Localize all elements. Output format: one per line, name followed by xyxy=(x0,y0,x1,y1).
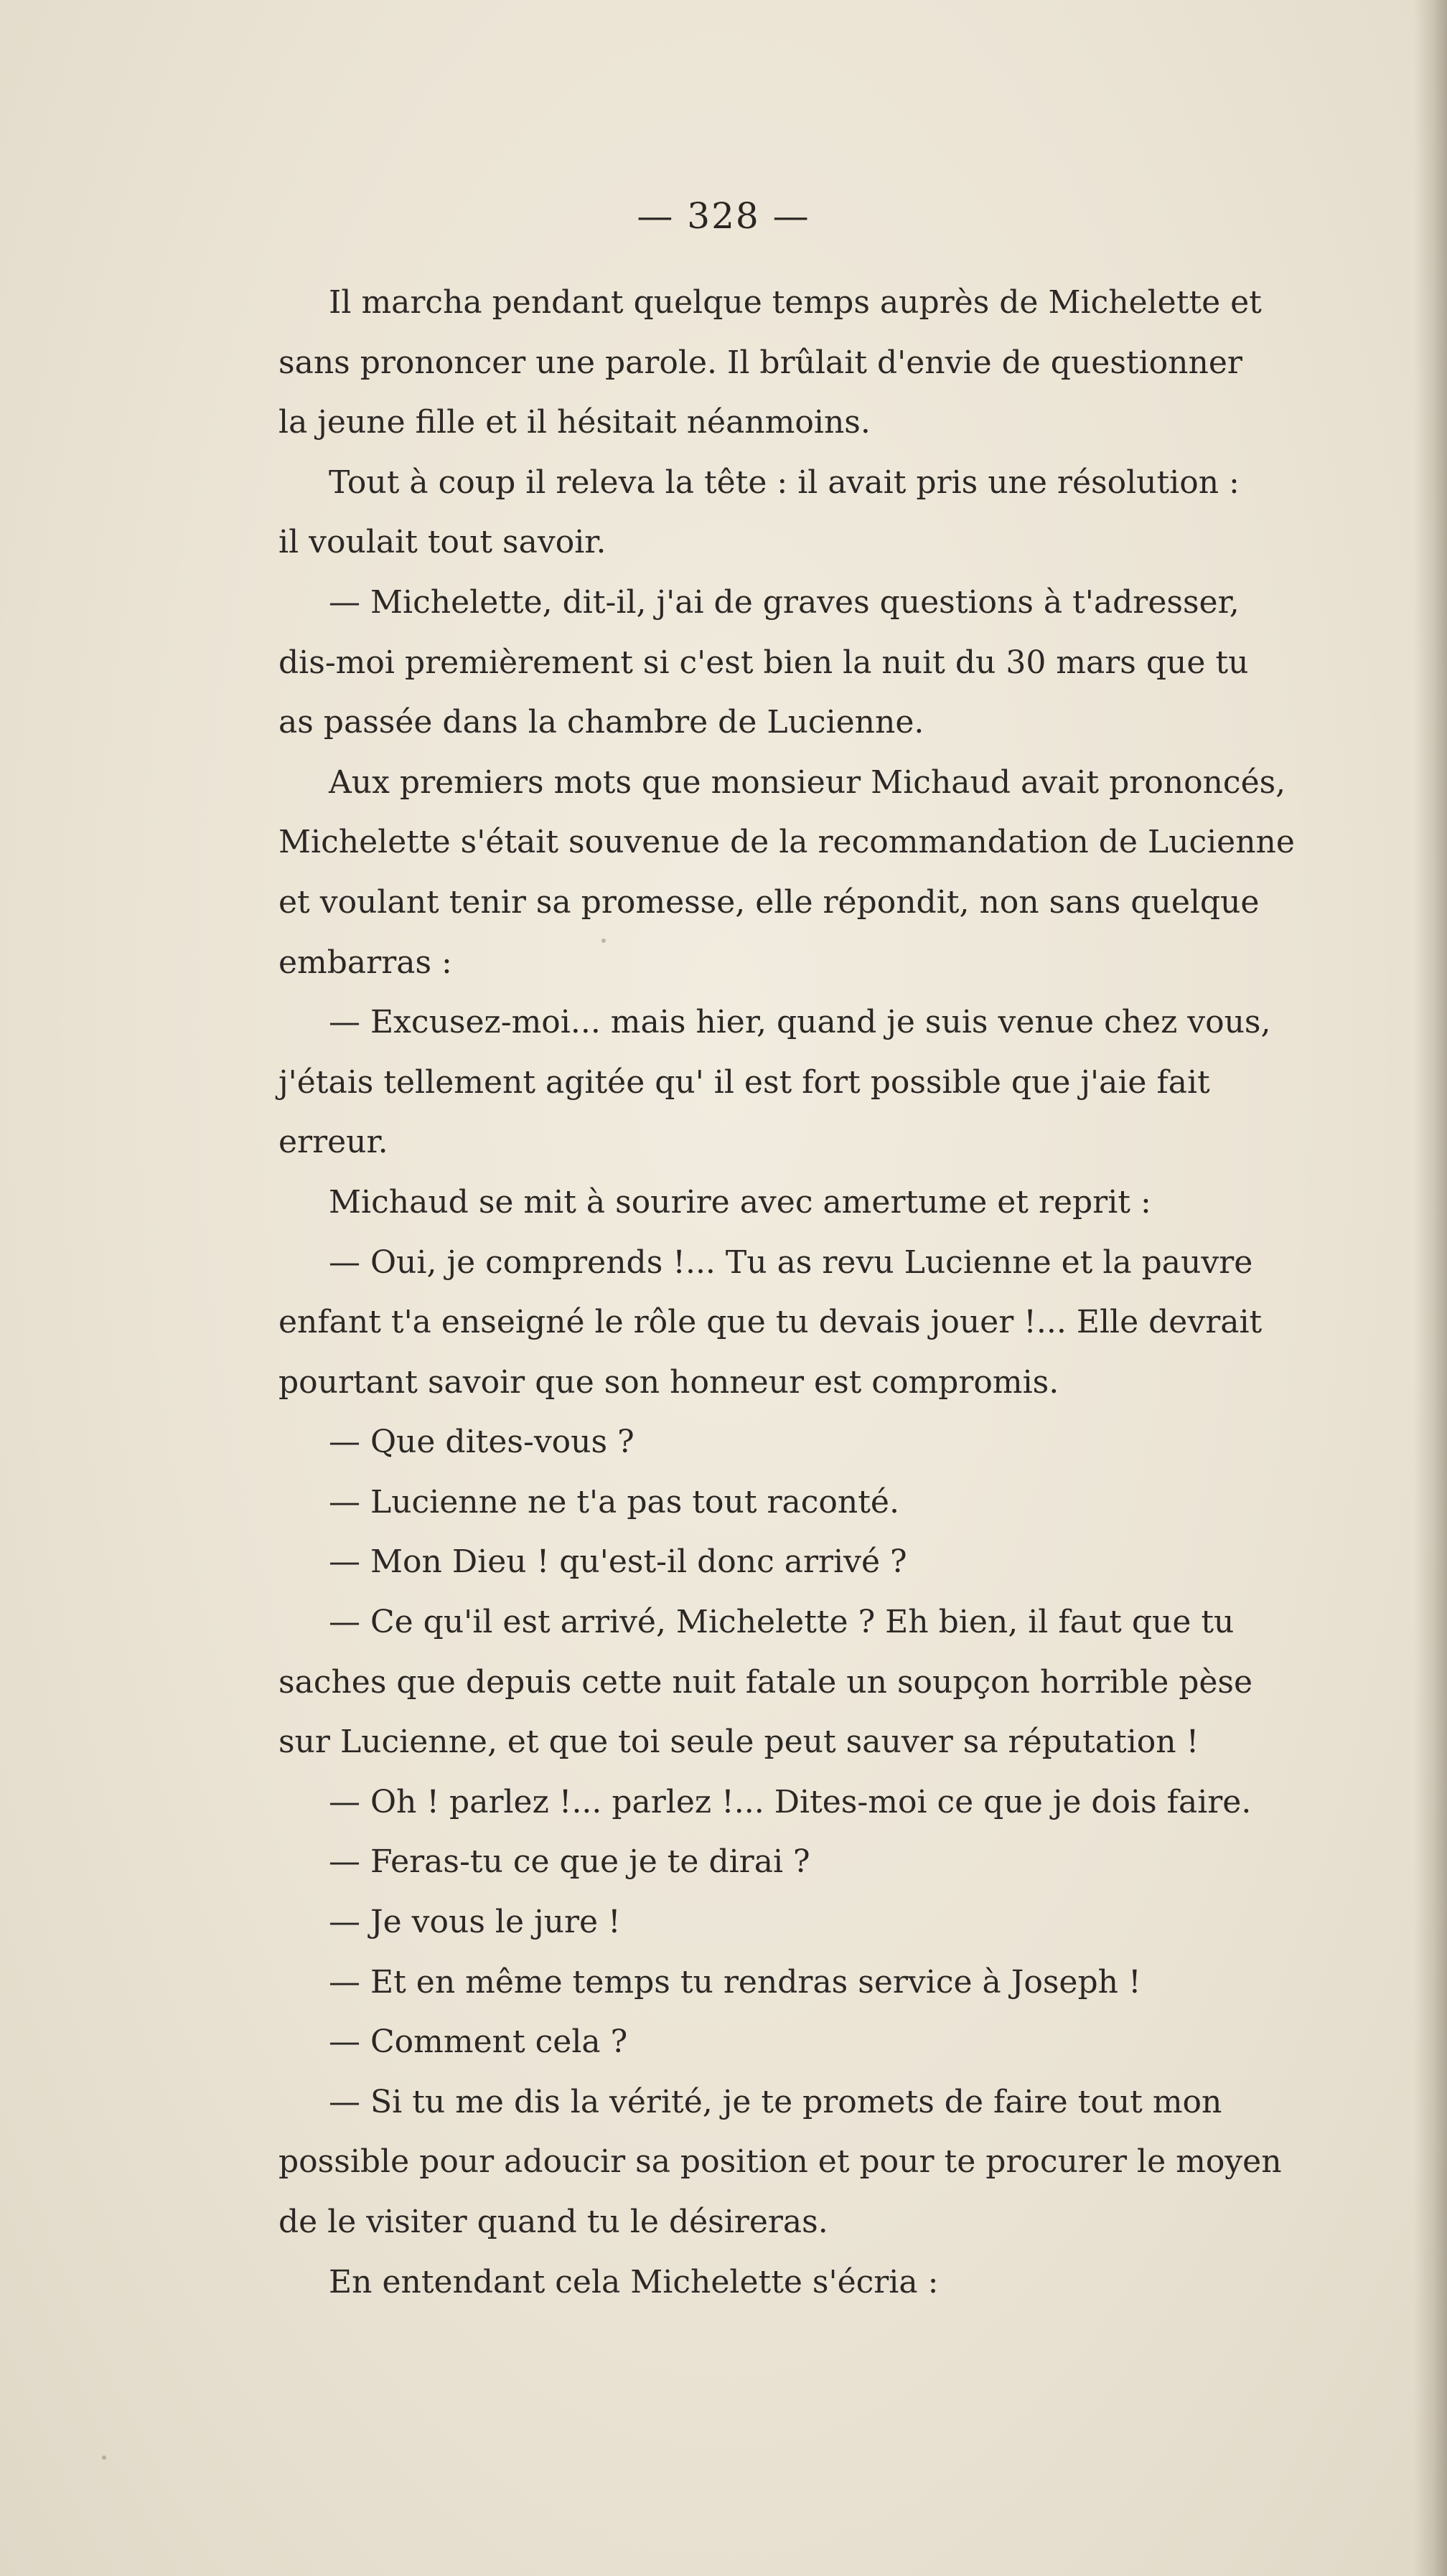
text-line: j'étais tellement agitée qu' il est fort possible que j'aie fait xyxy=(278,1063,1210,1101)
text-line: — Si tu me dis la vérité, je te promets de faire tout mon xyxy=(329,2083,1222,2120)
text-line: — Comment cela ? xyxy=(329,2023,628,2061)
text-line: de le visiter quand tu le désireras. xyxy=(278,2204,828,2240)
text-line: dis-moi premièrement si c'est bien la nuit du 30 mars que tu xyxy=(278,644,1249,681)
paper-fleck xyxy=(102,2455,106,2460)
text-line: — Et en même temps tu rendras service à Joseph ! xyxy=(329,1963,1141,2001)
text-line: — Ce qu'il est arrivé, Michelette ? Eh bien, il faut que tu xyxy=(329,1604,1235,1641)
text-line: as passée dans la chambre de Lucienne. xyxy=(278,704,924,741)
text-line: — Oui, je comprends !... Tu as revu Lucienne et la pauvre xyxy=(329,1244,1253,1281)
text-line: — Excusez-moi... mais hier, quand je suis venue chez vous, xyxy=(329,1004,1271,1041)
text-line: pourtant savoir que son honneur est compromis. xyxy=(278,1363,1059,1401)
text-line: — Feras-tu ce que je te dirai ? xyxy=(329,1843,810,1881)
text-line: Il marcha pendant quelque temps auprès de Michelette et xyxy=(329,284,1262,321)
text-line: et voulant tenir sa promesse, elle répondit, non sans quelque xyxy=(278,883,1260,921)
text-line: sur Lucienne, et que toi seule peut sauver sa réputation ! xyxy=(278,1724,1199,1761)
text-line: — Mon Dieu ! qu'est-il donc arrivé ? xyxy=(329,1543,907,1581)
text-line: sans prononcer une parole. Il brûlait d'envie de questionner xyxy=(278,344,1242,381)
text-line: Tout à coup il releva la tête : il avait pris une résolution : xyxy=(329,464,1240,501)
text-line: possible pour adoucir sa position et pour te procurer le moyen xyxy=(278,2143,1282,2181)
text-line: enfant t'a enseigné le rôle que tu devais jouer !... Elle devrait xyxy=(278,1304,1263,1341)
text-line: embarras : xyxy=(278,944,452,981)
body-text xyxy=(278,273,1441,2312)
text-line: — Lucienne ne t'a pas tout raconté. xyxy=(329,1483,899,1520)
text-line: Aux premiers mots que monsieur Michaud avait prononcés, xyxy=(329,763,1286,801)
text-line: — Michelette, dit-il, j'ai de graves questions à t'adresser, xyxy=(329,583,1240,621)
text-line: — Oh ! parlez !... parlez !... Dites-moi ce que je dois faire. xyxy=(329,1783,1252,1820)
text-line: Michaud se mit à sourire avec amertume et reprit : xyxy=(329,1183,1151,1221)
text-line: — Que dites-vous ? xyxy=(329,1424,634,1461)
page-number: — 328 — xyxy=(637,195,810,237)
text-line: la jeune fille et il hésitait néanmoins. xyxy=(278,404,871,441)
text-line: il voulait tout savoir. xyxy=(278,524,607,561)
text-line: — Je vous le jure ! xyxy=(329,1904,621,1941)
text-line: Michelette s'était souvenue de la recommandation de Lucienne xyxy=(278,824,1295,861)
text-line: saches que depuis cette nuit fatale un soupçon horrible pèse xyxy=(278,1663,1253,1701)
text-line: En entendant cela Michelette s'écria : xyxy=(329,2263,939,2300)
text-line: erreur. xyxy=(278,1124,388,1161)
